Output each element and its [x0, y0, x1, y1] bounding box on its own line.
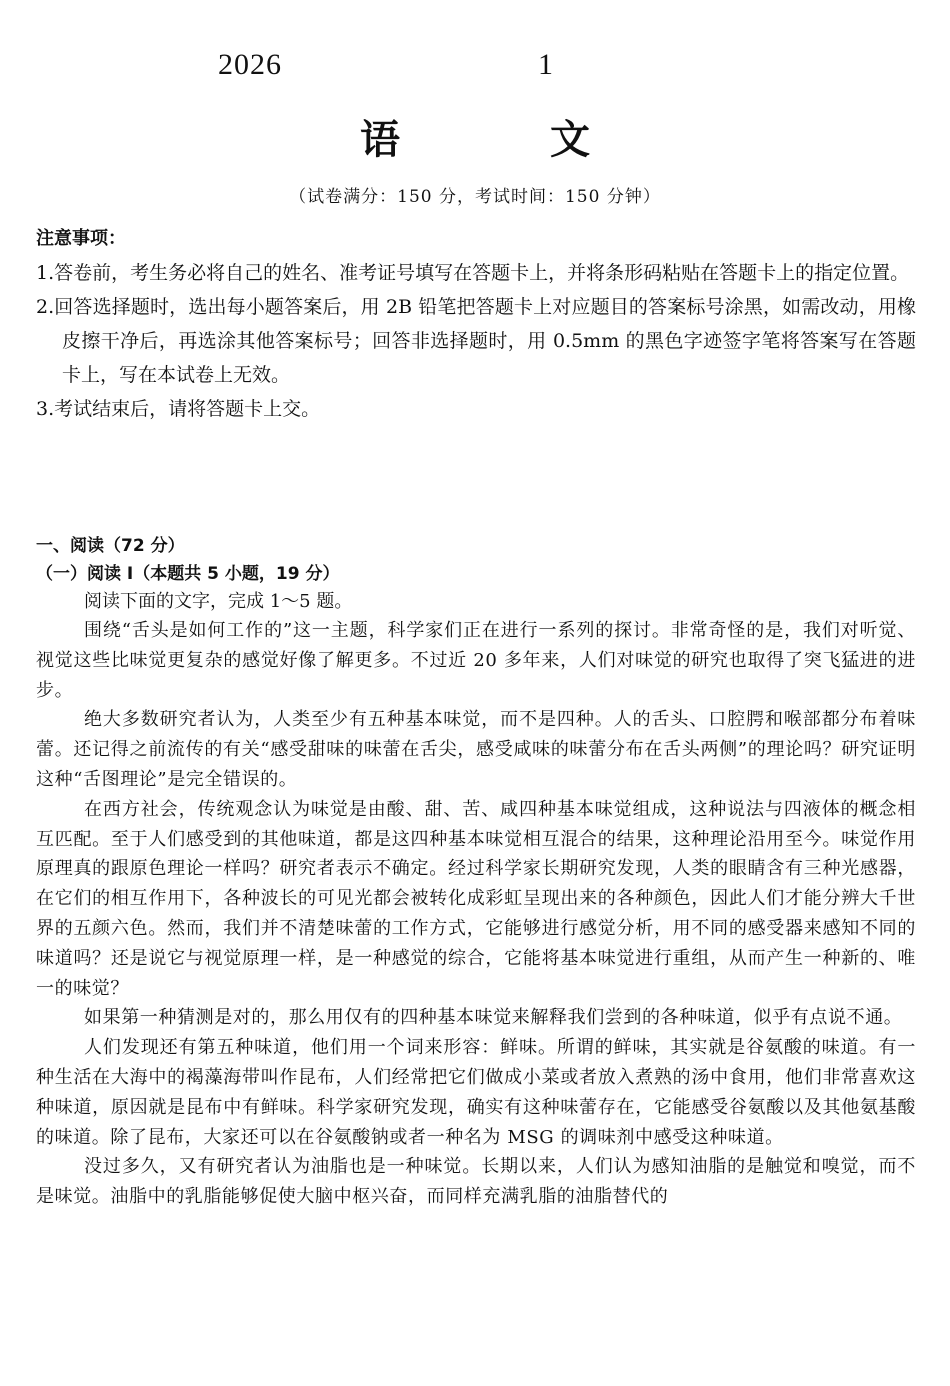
article-body	[36, 616, 916, 1212]
article-paragraph: 如果第一种猜测是对的，那么用仅有的四种基本味觉来解释我们尝到的各种味道，似乎有点说不通。	[84, 1007, 903, 1029]
exam-title: 语 文	[360, 117, 658, 163]
article-paragraph: 围绕“舌头是如何工作的”这一主题，科学家们正在进行一系列的探讨。非常奇怪的是，我们对听觉、视觉这些比味觉更复杂的感觉好像了解更多。不过近 20 多年来，人们对味觉的研究也取得了突飞猛进的进步。	[36, 620, 916, 701]
article-paragraph: 在西方社会，传统观念认为味觉是由酸、甜、苦、咸四种基本味觉组成，这种说法与四液体的概念相互匹配。至于人们感受到的其他味道，都是这四种基本味觉相互混合的结果，这种理论沿用至今。味觉作用原理真的跟原色理论一样吗？研究者表示不确定。经过科学家长期研究发现，人类的眼睛含有三种光感器，在它们的相互作用下，各种波长的可见光都会被转化成彩虹呈现出来的各种颜色，因此人们才能分辨大千世界的五颜六色。然而，我们并不清楚味蕾的工作方式，它能够进行感觉分析，用不同的感受器来感知不同的味道吗？还是说它与视觉原理一样，是一种感觉的综合，它能将基本味觉进行重组，从而产生一种新的、唯一的味觉？	[36, 798, 916, 999]
notice-item-2: 2.回答选择题时，选出每小题答案后，用 2B 铅笔把答题卡上对应题目的答案标号涂黑，如需改动，用橡皮擦干净后，再选涂其他答案标号；回答非选择题时，用 0.5mm 的黑色字迹签字笔将答案写在答题卡上，写在本试卷上无效。	[36, 296, 916, 386]
article-paragraph: 绝大多数研究者认为，人类至少有五种基本味觉，而不是四种。人的舌头、口腔腭和喉部都分布着味蕾。还记得之前流传的有关“感受甜味的味蕾在舌尖，感受咸味的味蕾分布在舌头两侧”的理论吗？研究证明这种“舌图理论”是完全错误的。	[36, 709, 916, 790]
header-year: 2026	[218, 48, 282, 81]
notice-block	[36, 222, 916, 426]
reading-section	[36, 532, 916, 1212]
article-paragraph: 没过多久，又有研究者认为油脂也是一种味觉。长期以来，人们认为感知油脂的是触觉和嗅觉，而不是味觉。油脂中的乳脂能够促使大脑中枢兴奋，而同样充满乳脂的油脂替代的	[36, 1156, 916, 1208]
section-intro: 阅读下面的文字，完成 1～5 题。	[84, 591, 353, 612]
exam-meta: （试卷满分：150 分，考试时间：150 分钟）	[289, 187, 661, 207]
article-paragraph: 人们发现还有第五种味道，他们用一个词来形容：鲜味。所谓的鲜味，其实就是谷氨酸的味道。有一种生活在大海中的褐藻海带叫作昆布，人们经常把它们做成小菜或者放入煮熟的汤中食用，他们非常喜欢这种味道，原因就是昆布中有鲜味。科学家研究发现，确实有这种味蕾存在，它能感受谷氨酸以及其他氨基酸的味道。除了昆布，大家还可以在谷氨酸钠或者一种名为 MSG 的调味剂中感受这种味道。	[36, 1037, 916, 1148]
notice-item-1: 1.答卷前，考生务必将自己的姓名、准考证号填写在答题卡上，并将条形码粘贴在答题卡上的指定位置。	[36, 262, 910, 284]
header-number: 1	[538, 48, 554, 81]
notice-item-3: 3.考试结束后，请将答题卡上交。	[36, 398, 321, 420]
section-title: 一、阅读（72 分）	[36, 536, 185, 556]
notice-title: 注意事项：	[36, 228, 126, 249]
section-subtitle: （一）阅读 Ⅰ（本题共 5 小题，19 分）	[36, 564, 340, 584]
